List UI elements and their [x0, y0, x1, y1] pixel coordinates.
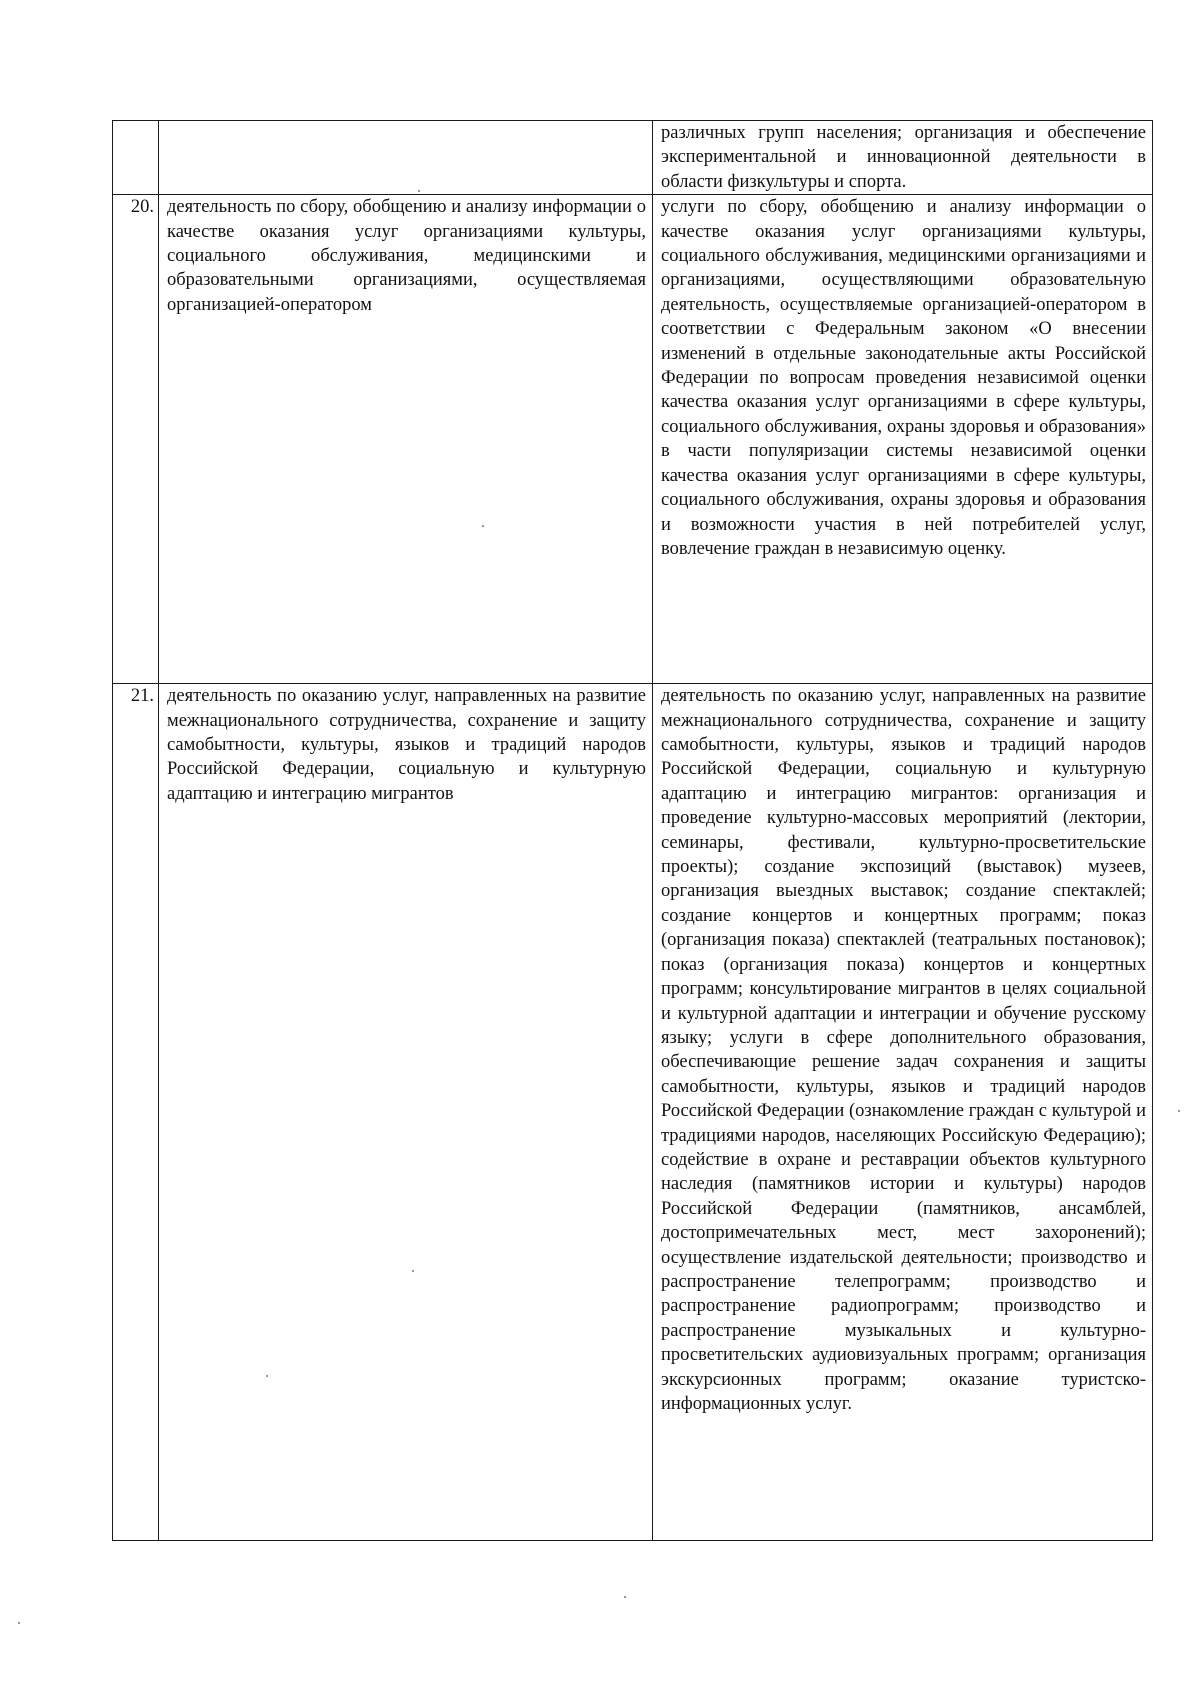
services-description-cell — [653, 195, 1153, 684]
services-description-cell — [653, 121, 1153, 195]
scan-speck — [482, 525, 484, 527]
table-row — [113, 684, 1153, 1541]
row-number-cell: 20. — [113, 195, 159, 684]
activity-cell — [159, 684, 653, 1541]
table-row-continuation — [113, 121, 1153, 195]
table-row — [113, 195, 1153, 684]
activity-cell — [159, 195, 653, 684]
services-description-cell — [653, 684, 1153, 1541]
services-table — [112, 120, 1153, 1541]
scan-speck — [418, 190, 420, 192]
scan-speck — [18, 1622, 20, 1624]
activity-text: деятельность по оказанию услуг, направленных на развитие межнационального сотрудничества, сохранение и защиту самобытности, культуры, языков и традиций народов Российской Федерации, социальную и культурную адаптацию и интеграцию мигрантов — [167, 686, 646, 804]
services-description-text: различных групп населения; организация и обеспечение экспериментальной и инновационной деятельности в области физкультуры и спорта. — [661, 123, 1146, 192]
scan-speck — [266, 1375, 268, 1377]
activity-cell — [159, 121, 653, 195]
scan-speck — [412, 1270, 414, 1272]
row-number-cell — [113, 121, 159, 195]
scan-speck — [1178, 1110, 1180, 1112]
services-description-text: деятельность по оказанию услуг, направленных на развитие межнационального сотрудничества, сохранение и защиту самобытности, культуры, языков и традиций народов Российской Федерации, социальную и культурную адаптацию и интеграцию мигрантов: организация и проведение культурно-массовых мероприятий (лектории, семинары, фестивали, культурно-просветительские проекты); создание экспозиций (выставок) музеев, организация выездных выставок; создание спектаклей; создание концертов и концертных программ; показ (организация показа) спектаклей (театральных постановок); показ (организация показа) концертов и концертных программ; консультирование мигрантов в целях социальной и культурной адаптации и интеграции и обучение русскому языку; услуги в сфере дополнительного образования, обеспечивающие решение задач сохранения и защиты самобытности, культуры, языков и традиций народов Российской Федерации (ознакомление граждан с культурой и традициями народов, населяющих Российскую Федерацию); содействие в охране и реставрации объектов культурного наследия (памятников истории и культуры) народов Российской Федерации (памятников, ансамблей, достопримечательных мест, мест захоронений); осуществление издательской деятельности; производство и распространение телепрограмм; производство и распространение радиопрограмм; производство и распространение музыкальных и культурно-просветительских аудиовизуальных программ; организация экскурсионных программ; оказание туристско-информационных услуг. — [661, 686, 1146, 1414]
activity-text: деятельность по сбору, обобщению и анализу информации о качестве оказания услуг организациями культуры, социального обслуживания, медицинскими и образовательными организациями, осуществляемая организацией-оператором — [167, 197, 646, 315]
services-description-text: услуги по сбору, обобщению и анализу информации о качестве оказания услуг организациями культуры, социального обслуживания, медицинскими организациями и организациями, осуществляющими образовательную деятельность, осуществляемые организацией-оператором в соответствии с Федеральным законом «О внесении изменений в отдельные законодательные акты Российской Федерации по вопросам проведения независимой оценки качества оказания услуг организациями в сфере культуры, социального обслуживания, охраны здоровья и образования» в части популяризации системы независимой оценки качества оказания услуг организациями в сфере культуры, социального обслуживания, охраны здоровья и образования и возможности участия в ней потребителей услуг, вовлечение граждан в независимую оценку. — [661, 197, 1146, 559]
row-number-cell: 21. — [113, 684, 159, 1541]
scan-speck — [624, 1596, 626, 1598]
